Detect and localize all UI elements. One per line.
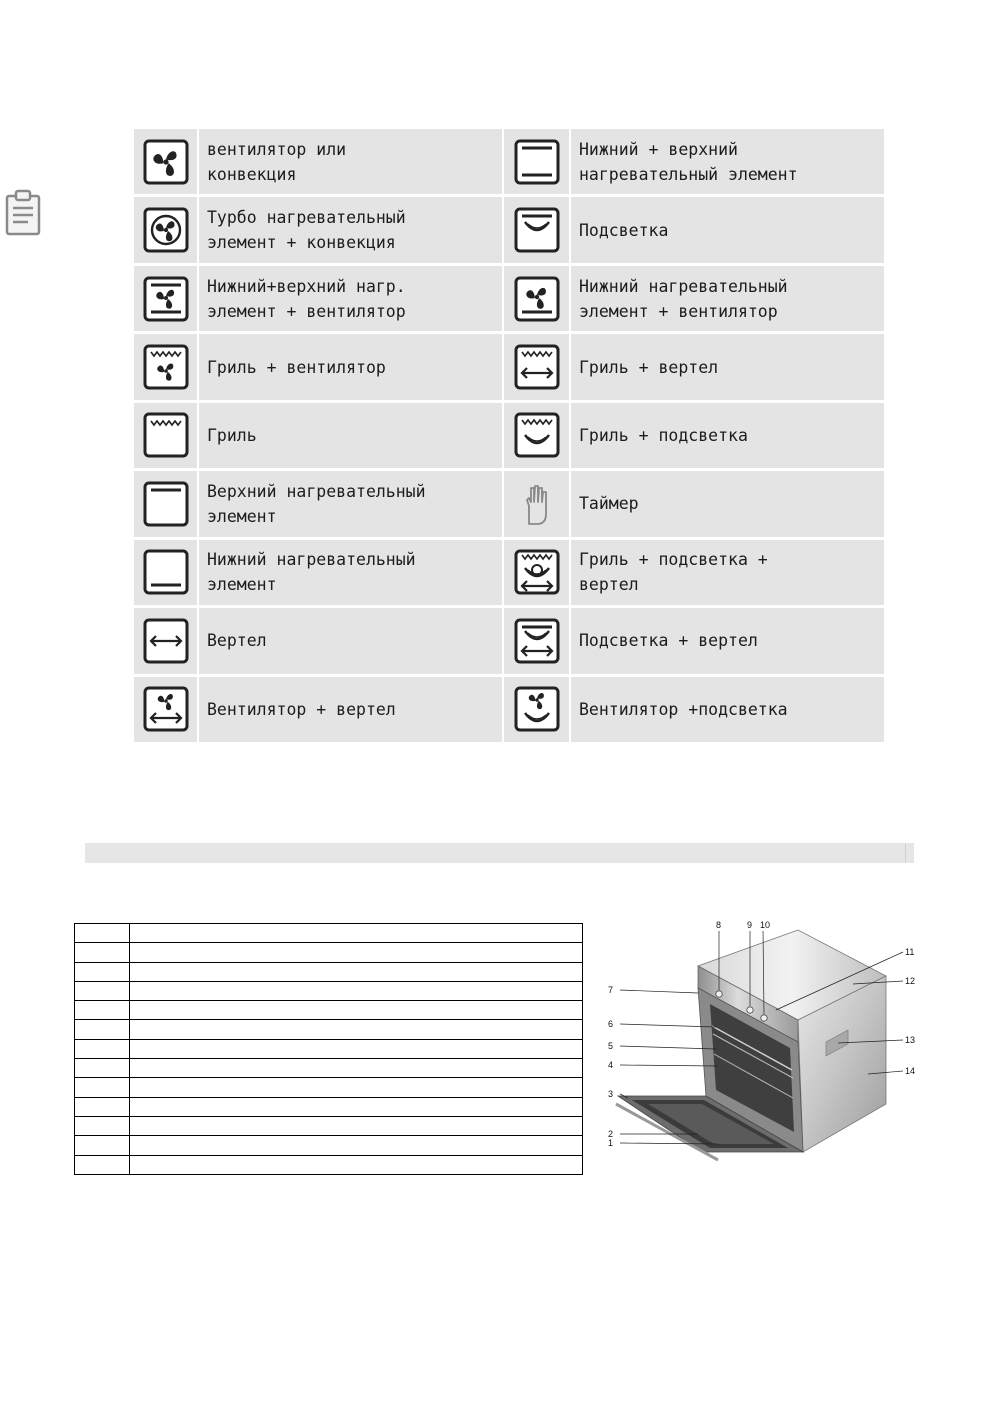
fan-light-icon (504, 677, 569, 742)
callout-number: 5 (608, 1041, 614, 1051)
callout-number: 4 (608, 1060, 614, 1070)
table-cell-description (130, 1059, 583, 1078)
table-cell-description (130, 1116, 583, 1135)
table-cell-number (75, 962, 130, 981)
function-label: Гриль + подсветка (571, 403, 884, 468)
table-cell-description (130, 943, 583, 962)
callout-number: 2 (608, 1129, 614, 1139)
grill-light-spit-icon (504, 540, 569, 605)
function-label: Вентилятор + вертел (199, 677, 502, 742)
callout-leader-line (620, 1046, 716, 1049)
callout-number: 14 (905, 1066, 916, 1076)
function-label: вентилятор или конвекция (199, 129, 502, 194)
table-cell-number (75, 1078, 130, 1097)
table-row (75, 1136, 583, 1155)
light-icon (504, 197, 569, 262)
note-icon (4, 188, 44, 238)
function-label: Таймер (571, 471, 884, 536)
hand-timer-icon (504, 471, 569, 536)
parts-table (74, 923, 583, 1175)
table-cell-number (75, 1155, 130, 1174)
callout-number: 12 (905, 976, 916, 986)
table-row (75, 962, 583, 981)
callout-number: 11 (905, 947, 915, 957)
table-cell-description (130, 1155, 583, 1174)
function-label: Вентилятор +подсветка (571, 677, 884, 742)
function-label: Вертел (199, 608, 502, 673)
function-label: Подсветка + вертел (571, 608, 884, 673)
function-label: Гриль + подсветка + вертел (571, 540, 884, 605)
function-label: Нижний+верхний нагр. элемент + вентилятор (199, 266, 502, 331)
oven-diagram (598, 914, 920, 1168)
top-heater-icon (134, 471, 197, 536)
callout-number: 3 (608, 1089, 614, 1099)
table-row (75, 924, 583, 943)
function-label: Нижний нагревательный элемент (199, 540, 502, 605)
grill-light-icon (504, 403, 569, 468)
table-row (75, 1155, 583, 1174)
section-heading-bar (85, 843, 914, 863)
top-bottom-fan-icon (134, 266, 197, 331)
table-cell-description (130, 1039, 583, 1058)
table-cell-number (75, 1116, 130, 1135)
bottom-heater-icon (134, 540, 197, 605)
table-cell-description (130, 1097, 583, 1116)
table-row (75, 1059, 583, 1078)
function-label: Турбо нагревательный элемент + конвекция (199, 197, 502, 262)
callout-leader-line (620, 1065, 718, 1066)
table-cell-description (130, 1001, 583, 1020)
table-cell-number (75, 1136, 130, 1155)
table-row (75, 1097, 583, 1116)
table-cell-number (75, 1039, 130, 1058)
function-label: Нижний нагревательный элемент + вентилятор (571, 266, 884, 331)
function-label: Верхний нагревательный элемент (199, 471, 502, 536)
turbo-fan-icon (134, 197, 197, 262)
table-cell-number (75, 981, 130, 1000)
table-cell-description (130, 1020, 583, 1039)
bottom-fan-icon (504, 266, 569, 331)
fan-icon (134, 129, 197, 194)
function-label: Подсветка (571, 197, 884, 262)
grill-spit-icon (504, 334, 569, 399)
light-spit-icon (504, 608, 569, 673)
table-row (75, 1039, 583, 1058)
table-cell-number (75, 1097, 130, 1116)
table-cell-number (75, 1020, 130, 1039)
table-row (75, 943, 583, 962)
function-label: Гриль + вертел (571, 334, 884, 399)
function-label: Гриль (199, 403, 502, 468)
callout-number: 9 (747, 920, 753, 930)
table-cell-description (130, 1136, 583, 1155)
oven-body (616, 930, 886, 1160)
callout-number: 6 (608, 1019, 614, 1029)
table-cell-number (75, 1001, 130, 1020)
table-cell-number (75, 1059, 130, 1078)
callout-number: 1 (608, 1138, 614, 1148)
callout-leader-line (620, 990, 698, 993)
table-cell-number (75, 924, 130, 943)
function-label: Нижний + верхний нагревательный элемент (571, 129, 884, 194)
table-cell-description (130, 1078, 583, 1097)
table-row (75, 1001, 583, 1020)
table-row (75, 1078, 583, 1097)
spit-icon (134, 608, 197, 673)
fan-spit-icon (134, 677, 197, 742)
callout-number: 13 (905, 1035, 916, 1045)
top-bottom-heater-icon (504, 129, 569, 194)
table-row (75, 1116, 583, 1135)
table-row (75, 981, 583, 1000)
function-label: Гриль + вентилятор (199, 334, 502, 399)
grill-icon (134, 403, 197, 468)
grill-fan-icon (134, 334, 197, 399)
callout-number: 10 (760, 920, 771, 930)
table-cell-description (130, 981, 583, 1000)
oven-functions-table (134, 129, 878, 742)
callout-number: 8 (716, 920, 722, 930)
table-cell-description (130, 962, 583, 981)
table-cell-number (75, 943, 130, 962)
table-row (75, 1020, 583, 1039)
callout-number: 7 (608, 985, 614, 995)
table-cell-description (130, 924, 583, 943)
